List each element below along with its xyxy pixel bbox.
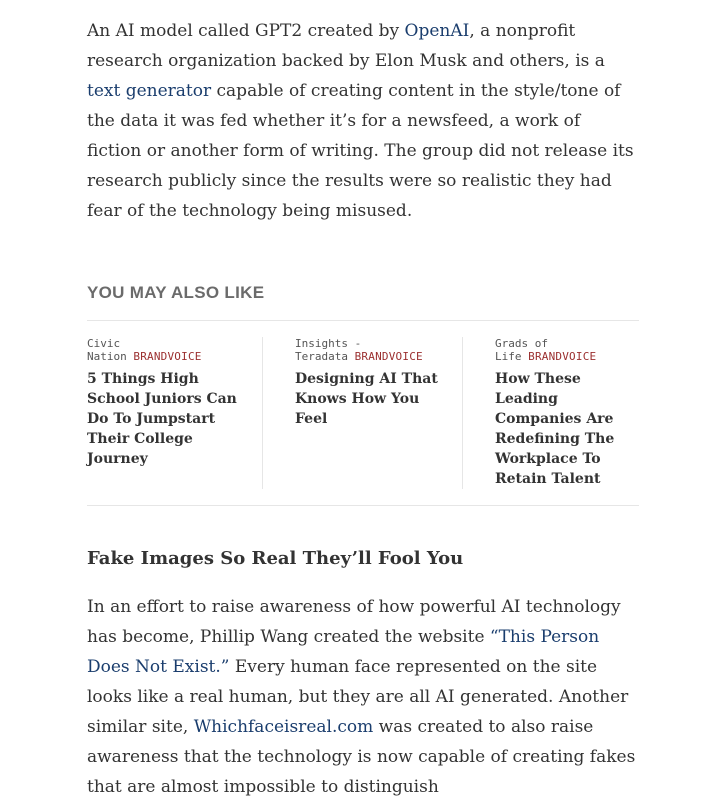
paragraph-text: capable of creating content in the style/tone of the data it was fed whether it’s for a newsfeed, a work of fiction or another form of writing. The group did not release its research publicly since the results were so realistic they had fear of the technology being misused.	[87, 81, 634, 221]
whichfaceisreal-link[interactable]: Whichfaceisreal.com	[193, 717, 374, 737]
paragraph-text: Every human face represented on the site looks like a real human, but they are all AI generated. Another similar site,	[87, 657, 629, 737]
paragraph-text: An AI model called GPT2 created by	[87, 21, 405, 41]
article-source	[495, 337, 627, 363]
brandvoice-badge: BRANDVOICE	[354, 350, 423, 363]
you-may-also-like-heading: YOU MAY ALSO LIKE	[87, 283, 265, 302]
divider	[87, 320, 639, 321]
related-article-card[interactable]	[263, 337, 463, 489]
article-body	[87, 16, 639, 802]
article-source	[295, 337, 450, 363]
source-name: Grads of	[495, 337, 548, 350]
article-source	[87, 337, 250, 363]
paragraph-text: , a nonprofit research organization backed by Elon Musk and others, is a	[87, 21, 605, 71]
source-name: Teradata	[295, 350, 348, 363]
source-name: Life	[495, 350, 522, 363]
text-generator-link[interactable]: text generator	[87, 81, 212, 101]
paragraph-text: In an effort to raise awareness of how powerful AI technology has become, Phillip Wang created the website	[87, 597, 621, 647]
related-article-title[interactable]: How These Leading Companies Are Redefining The Workplace To Retain Talent	[495, 371, 615, 487]
you-may-also-like-list	[87, 337, 639, 506]
article-paragraph	[87, 16, 639, 226]
source-name: Nation	[87, 350, 127, 363]
article-paragraph	[87, 592, 639, 802]
brandvoice-badge: BRANDVOICE	[133, 350, 202, 363]
related-article-card[interactable]	[463, 337, 639, 489]
this-person-does-not-exist-link[interactable]: “This Person Does Not Exist.”	[87, 627, 600, 677]
brandvoice-badge: BRANDVOICE	[528, 350, 597, 363]
source-name: Insights -	[295, 337, 362, 350]
related-article-title[interactable]: 5 Things High School Juniors Can Do To Jumpstart Their College Journey	[87, 371, 237, 467]
paragraph-text: was created to also raise awareness that the technology is now capable of creating fakes that are almost impossible to distinguish	[87, 717, 636, 797]
openai-link[interactable]: OpenAI	[404, 21, 470, 41]
related-article-title[interactable]: Designing AI That Knows How You Feel	[295, 371, 438, 427]
source-name: Civic	[87, 337, 121, 350]
section-heading: Fake Images So Real They’ll Fool You	[87, 548, 464, 569]
related-article-card[interactable]	[87, 337, 263, 489]
